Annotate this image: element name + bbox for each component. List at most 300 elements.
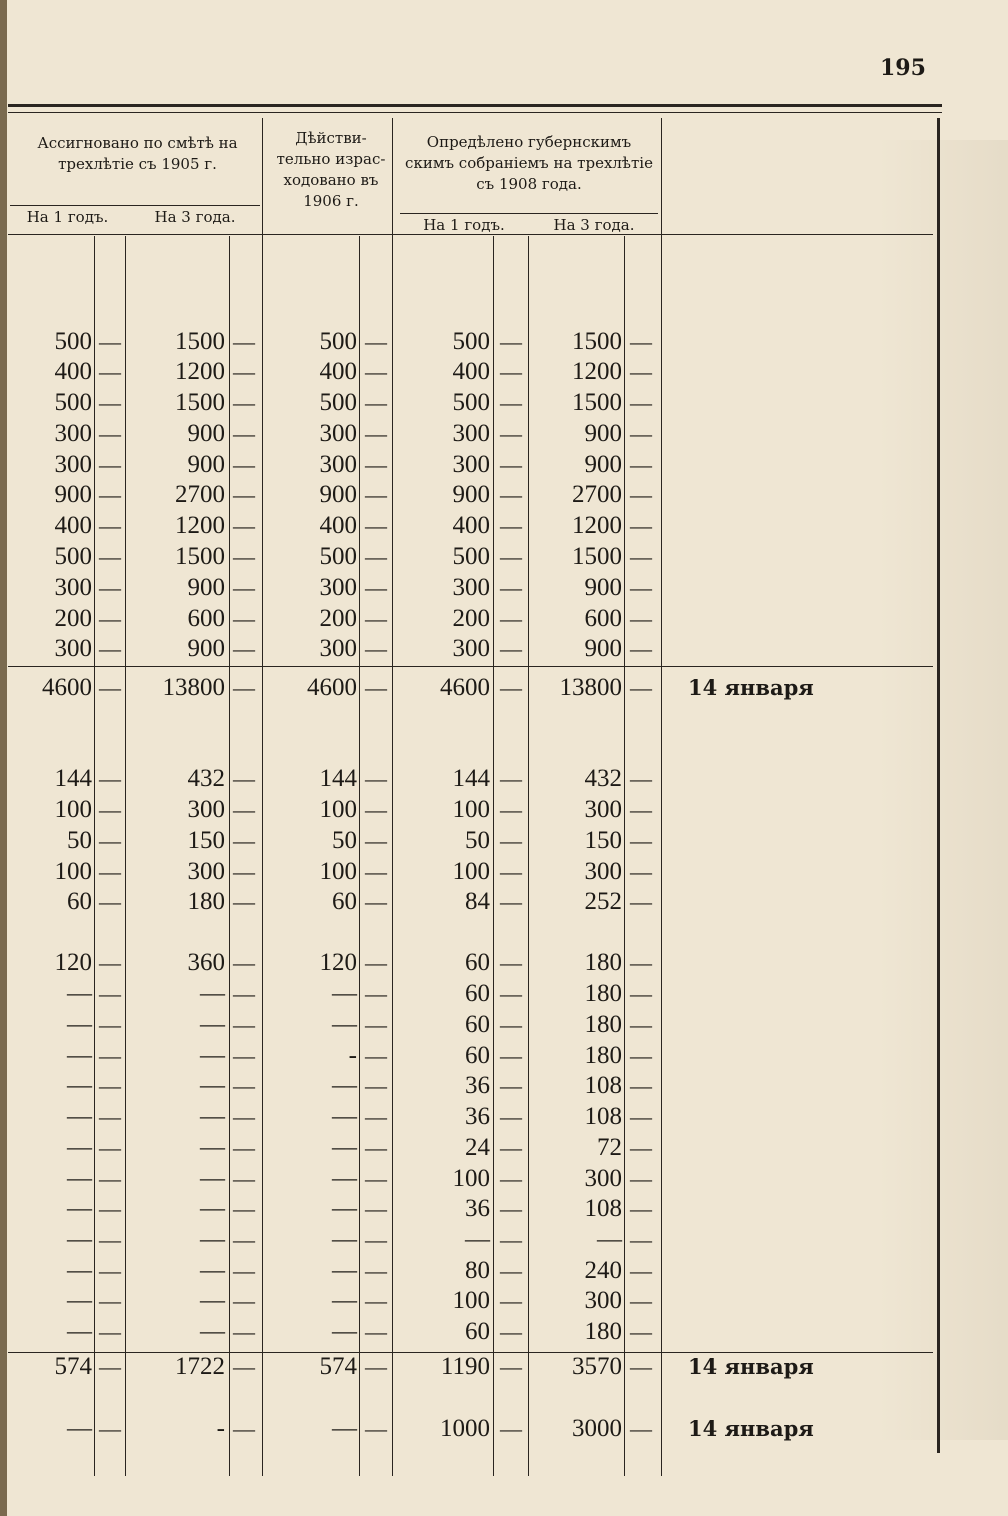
cell-dash-separator: — — [233, 1258, 255, 1283]
cell-dash-separator: — — [99, 1135, 121, 1160]
cell-dash-separator: — — [233, 1288, 255, 1313]
cell-date-note — [688, 1071, 888, 1101]
cell-date-note — [688, 887, 888, 917]
cell-d1: 500 — [452, 389, 490, 416]
table-row — [0, 634, 1008, 664]
cell-dash-separator: — — [630, 950, 652, 975]
cell-d1: 500 — [452, 543, 490, 570]
cell-s: — — [332, 1072, 357, 1099]
cell-d1: 60 — [465, 980, 490, 1007]
cell-date-note — [688, 542, 888, 572]
table-row — [0, 1071, 1008, 1101]
cell-dash-separator: — — [233, 452, 255, 477]
cell-dash-separator: — — [365, 1227, 387, 1252]
cell-a1: — — [67, 1134, 92, 1161]
cell-d3: — — [597, 1226, 622, 1253]
table-row — [0, 1102, 1008, 1132]
table-row — [0, 1317, 1008, 1347]
cell-s: 400 — [319, 358, 357, 385]
cell-dash-separator: — — [630, 575, 652, 600]
cell-a3: 180 — [187, 888, 225, 915]
table-row — [0, 795, 1008, 825]
cell-date-note — [688, 826, 888, 856]
cell-dash-separator: — — [500, 452, 522, 477]
cell-dash-separator: — — [99, 1416, 121, 1441]
cell-d3: 600 — [584, 605, 622, 632]
cell-dash-separator: — — [99, 390, 121, 415]
cell-d3: 150 — [584, 827, 622, 854]
cell-a3: 1722 — [175, 1353, 225, 1380]
cell-a3: 1200 — [175, 358, 225, 385]
cell-s: 500 — [319, 389, 357, 416]
header-spent-1906: Дѣйстви-тельно израс-ходовано въ 1906 г. — [276, 129, 386, 210]
cell-a1: 4600 — [42, 674, 92, 701]
cell-dash-separator: — — [500, 1416, 522, 1441]
cell-d1: 50 — [465, 827, 490, 854]
cell-s: — — [332, 1165, 357, 1192]
cell-dash-separator: — — [99, 513, 121, 538]
cell-dash-separator: — — [500, 1073, 522, 1098]
cell-a1: 120 — [54, 949, 92, 976]
cell-a1: 500 — [54, 389, 92, 416]
cell-date-note — [688, 1225, 888, 1255]
cell-d3: 252 — [584, 888, 622, 915]
cell-dash-separator: — — [630, 359, 652, 384]
cell-dash-separator: — — [365, 1319, 387, 1344]
cell-dash-separator: — — [500, 390, 522, 415]
cell-d1: 300 — [452, 635, 490, 662]
cell-dash-separator: — — [233, 859, 255, 884]
cell-dash-separator: — — [233, 606, 255, 631]
cell-dash-separator: — — [365, 981, 387, 1006]
cell-s: 574 — [319, 1353, 357, 1380]
cell-d1: 36 — [465, 1195, 490, 1222]
cell-dash-separator: — — [500, 1227, 522, 1252]
cell-d1: 84 — [465, 888, 490, 915]
cell-a1: — — [67, 1287, 92, 1314]
cell-dash-separator: — — [233, 1196, 255, 1221]
cell-a1: 574 — [54, 1353, 92, 1380]
cell-dash-separator: — — [233, 797, 255, 822]
cell-s: 300 — [319, 574, 357, 601]
table-row — [0, 573, 1008, 603]
cell-dash-separator: — — [365, 797, 387, 822]
cell-a1: — — [67, 1072, 92, 1099]
cell-a1: — — [67, 1226, 92, 1253]
cell-dash-separator: — — [99, 950, 121, 975]
cell-date-note — [688, 450, 888, 480]
cell-d3: 1500 — [572, 389, 622, 416]
cell-s: — — [332, 1318, 357, 1345]
cell-dash-separator: — — [630, 766, 652, 791]
cell-dash-separator: — — [233, 482, 255, 507]
cell-dash-separator: — — [630, 1288, 652, 1313]
cell-d3: 1500 — [572, 328, 622, 355]
cell-dash-separator: — — [233, 1166, 255, 1191]
cell-a1: 500 — [54, 543, 92, 570]
cell-dash-separator: — — [365, 1043, 387, 1068]
cell-d1: 300 — [452, 574, 490, 601]
cell-d3: 180 — [584, 1318, 622, 1345]
cell-dash-separator: — — [365, 390, 387, 415]
cell-a3: 300 — [187, 796, 225, 823]
cell-dash-separator: — — [365, 452, 387, 477]
cell-dash-separator: — — [99, 482, 121, 507]
cell-date-note — [688, 419, 888, 449]
cell-date-note — [688, 604, 888, 634]
cell-d1: 80 — [465, 1257, 490, 1284]
cell-a3: — — [200, 1011, 225, 1038]
cell-dash-separator: — — [99, 1073, 121, 1098]
cell-date-note — [688, 1164, 888, 1194]
cell-dash-separator: — — [500, 1288, 522, 1313]
cell-dash-separator: — — [630, 329, 652, 354]
cell-dash-separator: — — [233, 575, 255, 600]
cell-dash-separator: — — [500, 1043, 522, 1068]
cell-dash-separator: — — [630, 889, 652, 914]
cell-date-note: 14 января — [688, 1354, 814, 1379]
cell-d1: 400 — [452, 512, 490, 539]
cell-dash-separator: — — [630, 1258, 652, 1283]
cell-dash-separator: — — [365, 675, 387, 700]
cell-s: 300 — [319, 451, 357, 478]
cell-dash-separator: — — [630, 482, 652, 507]
cell-dash-separator: — — [500, 421, 522, 446]
cell-dash-separator: — — [365, 482, 387, 507]
cell-a3: 900 — [187, 420, 225, 447]
table-row — [0, 327, 1008, 357]
cell-a3: 432 — [187, 765, 225, 792]
cell-a1: — — [67, 1195, 92, 1222]
cell-date-note — [688, 1102, 888, 1132]
cell-dash-separator: — — [99, 452, 121, 477]
cell-dash-separator: — — [365, 889, 387, 914]
cell-dash-separator: — — [365, 1288, 387, 1313]
cell-date-note — [688, 480, 888, 510]
cell-dash-separator: — — [500, 1258, 522, 1283]
cell-a3: — — [200, 980, 225, 1007]
cell-d1: 60 — [465, 1042, 490, 1069]
cell-d1: 60 — [465, 1318, 490, 1345]
cell-d1: 200 — [452, 605, 490, 632]
cell-dash-separator: — — [365, 575, 387, 600]
cell-dash-separator: — — [500, 606, 522, 631]
cell-s: 120 — [319, 949, 357, 976]
cell-dash-separator: — — [630, 859, 652, 884]
cell-a3: 1500 — [175, 328, 225, 355]
cell-dash-separator: — — [630, 828, 652, 853]
table-row — [0, 419, 1008, 449]
cell-dash-separator: — — [500, 513, 522, 538]
cell-date-note: 14 января — [688, 675, 814, 700]
cell-a1: — — [67, 1415, 92, 1442]
cell-d3: 2700 — [572, 481, 622, 508]
table-row — [0, 1164, 1008, 1194]
cell-d3: 13800 — [559, 674, 622, 701]
cell-dash-separator: — — [500, 1166, 522, 1191]
cell-d1: — — [465, 1226, 490, 1253]
cell-date-note — [688, 327, 888, 357]
cell-dash-separator: — — [365, 828, 387, 853]
cell-dash-separator: — — [99, 675, 121, 700]
cell-d3: 180 — [584, 1011, 622, 1038]
cell-s: 400 — [319, 512, 357, 539]
page-number: 195 — [880, 55, 926, 81]
cell-dash-separator: — — [500, 797, 522, 822]
cell-dash-separator: — — [630, 390, 652, 415]
cell-a3: 900 — [187, 574, 225, 601]
cell-a3: 1500 — [175, 389, 225, 416]
cell-d1: 300 — [452, 451, 490, 478]
cell-a1: 100 — [54, 796, 92, 823]
cell-s: 50 — [332, 827, 357, 854]
cell-a3: 150 — [187, 827, 225, 854]
cell-d1: 60 — [465, 1011, 490, 1038]
cell-date-note — [688, 1286, 888, 1316]
cell-a3: 600 — [187, 605, 225, 632]
cell-dash-separator: — — [500, 544, 522, 569]
cell-dash-separator: — — [365, 329, 387, 354]
cell-dash-separator: — — [365, 1354, 387, 1379]
cell-s: — — [332, 980, 357, 1007]
cell-d3: 900 — [584, 451, 622, 478]
cell-dash-separator: — — [99, 1104, 121, 1129]
cell-dash-separator: — — [365, 1135, 387, 1160]
cell-dash-separator: — — [99, 544, 121, 569]
cell-dash-separator: — — [233, 1104, 255, 1129]
cell-dash-separator: — — [365, 1073, 387, 1098]
cell-dash-separator: — — [630, 1354, 652, 1379]
header-determined-1908: Опредѣлено губернскимъ скимъ собраніемъ на трехлѣтіе съ 1908 года. — [405, 133, 653, 193]
cell-d3: 900 — [584, 635, 622, 662]
cell-dash-separator: — — [99, 329, 121, 354]
cell-a1: — — [67, 1165, 92, 1192]
cell-dash-separator: — — [233, 1354, 255, 1379]
cell-dash-separator: — — [500, 1104, 522, 1129]
cell-dash-separator: — — [365, 859, 387, 884]
cell-dash-separator: — — [233, 1135, 255, 1160]
cell-a3: — — [200, 1072, 225, 1099]
cell-date-note — [688, 1256, 888, 1286]
cell-a3: 300 — [187, 858, 225, 885]
cell-date-note — [688, 1041, 888, 1071]
cell-dash-separator: — — [630, 1073, 652, 1098]
cell-a1: 400 — [54, 512, 92, 539]
cell-dash-separator: — — [500, 766, 522, 791]
cell-dash-separator: — — [500, 675, 522, 700]
cell-a1: 500 — [54, 328, 92, 355]
table-row — [0, 1286, 1008, 1316]
cell-d1: 100 — [452, 796, 490, 823]
cell-a3: 2700 — [175, 481, 225, 508]
cell-dash-separator: — — [233, 1012, 255, 1037]
cell-d3: 108 — [584, 1103, 622, 1130]
cell-a3: — — [200, 1226, 225, 1253]
cell-dash-separator: — — [500, 482, 522, 507]
cell-s: 100 — [319, 796, 357, 823]
cell-a3: 13800 — [162, 674, 225, 701]
cell-d1: 900 — [452, 481, 490, 508]
cell-date-note — [688, 357, 888, 387]
cell-d3: 108 — [584, 1195, 622, 1222]
cell-d1: 100 — [452, 1165, 490, 1192]
cell-a1: — — [67, 1318, 92, 1345]
cell-dash-separator: — — [365, 606, 387, 631]
cell-dash-separator: — — [630, 1196, 652, 1221]
cell-dash-separator: — — [99, 1319, 121, 1344]
cell-dash-separator: — — [233, 390, 255, 415]
cell-a1: — — [67, 980, 92, 1007]
cell-dash-separator: — — [233, 950, 255, 975]
cell-dash-separator: — — [630, 1043, 652, 1068]
table-row — [0, 480, 1008, 510]
table-row — [0, 1010, 1008, 1040]
cell-dash-separator: — — [630, 1416, 652, 1441]
cell-dash-separator: — — [500, 636, 522, 661]
table-row — [0, 1041, 1008, 1071]
cell-dash-separator: — — [630, 797, 652, 822]
cell-s: 4600 — [307, 674, 357, 701]
cell-dash-separator: — — [99, 1166, 121, 1191]
cell-s: — — [332, 1011, 357, 1038]
cell-a3: — — [200, 1318, 225, 1345]
table-row — [0, 857, 1008, 887]
cell-s: 900 — [319, 481, 357, 508]
cell-dash-separator: — — [233, 889, 255, 914]
table-row — [0, 357, 1008, 387]
cell-dash-separator: — — [99, 1258, 121, 1283]
table-row — [0, 826, 1008, 856]
cell-dash-separator: — — [630, 421, 652, 446]
cell-dash-separator: — — [500, 329, 522, 354]
cell-a3: — — [200, 1287, 225, 1314]
cell-date-note — [688, 979, 888, 1009]
cell-a3: - — [216, 1415, 225, 1442]
cell-s: — — [332, 1287, 357, 1314]
cell-date-note — [688, 857, 888, 887]
cell-dash-separator: — — [630, 544, 652, 569]
cell-s: 500 — [319, 328, 357, 355]
cell-s: 300 — [319, 420, 357, 447]
cell-a1: 200 — [54, 605, 92, 632]
cell-d1: 60 — [465, 949, 490, 976]
cell-a1: 900 — [54, 481, 92, 508]
cell-dash-separator: — — [233, 359, 255, 384]
cell-a3: — — [200, 1134, 225, 1161]
cell-date-note — [688, 948, 888, 978]
cell-dash-separator: — — [99, 1012, 121, 1037]
table-row — [0, 887, 1008, 917]
cell-dash-separator: — — [365, 1012, 387, 1037]
cell-dash-separator: — — [99, 1227, 121, 1252]
cell-d1: 24 — [465, 1134, 490, 1161]
cell-d1: 400 — [452, 358, 490, 385]
cell-a1: 300 — [54, 420, 92, 447]
table-row — [0, 604, 1008, 634]
cell-s: 500 — [319, 543, 357, 570]
table-row — [0, 450, 1008, 480]
cell-d3: 72 — [597, 1134, 622, 1161]
cell-dash-separator: — — [500, 950, 522, 975]
cell-d3: 3570 — [572, 1353, 622, 1380]
table-row — [0, 979, 1008, 1009]
cell-dash-separator: — — [365, 1166, 387, 1191]
cell-a3: — — [200, 1257, 225, 1284]
cell-date-note — [688, 795, 888, 825]
cell-d1: 36 — [465, 1072, 490, 1099]
cell-a1: 300 — [54, 574, 92, 601]
subheader-assigned-1-year: На 1 годъ. — [26, 208, 109, 226]
cell-date-note — [688, 1317, 888, 1347]
cell-dash-separator: — — [630, 981, 652, 1006]
cell-dash-separator: — — [500, 575, 522, 600]
cell-s: — — [332, 1257, 357, 1284]
cell-dash-separator: — — [99, 889, 121, 914]
cell-dash-separator: — — [630, 452, 652, 477]
cell-dash-separator: — — [99, 1288, 121, 1313]
cell-dash-separator: — — [365, 513, 387, 538]
cell-a1: — — [67, 1257, 92, 1284]
cell-d3: 108 — [584, 1072, 622, 1099]
cell-dash-separator: — — [630, 1227, 652, 1252]
cell-dash-separator: — — [99, 359, 121, 384]
cell-d3: 300 — [584, 796, 622, 823]
cell-a3: 360 — [187, 949, 225, 976]
cell-dash-separator: — — [233, 1416, 255, 1441]
cell-dash-separator: — — [630, 675, 652, 700]
cell-dash-separator: — — [500, 1196, 522, 1221]
cell-d3: 180 — [584, 949, 622, 976]
cell-dash-separator: — — [365, 1258, 387, 1283]
cell-dash-separator: — — [233, 1319, 255, 1344]
cell-dash-separator: — — [99, 797, 121, 822]
cell-d3: 1500 — [572, 543, 622, 570]
table-row — [0, 511, 1008, 541]
cell-a3: — — [200, 1042, 225, 1069]
cell-dash-separator: — — [630, 1166, 652, 1191]
cell-dash-separator: — — [233, 421, 255, 446]
cell-dash-separator: — — [365, 421, 387, 446]
cell-a3: 1500 — [175, 543, 225, 570]
cell-dash-separator: — — [233, 766, 255, 791]
cell-dash-separator: — — [233, 675, 255, 700]
cell-dash-separator: — — [233, 1073, 255, 1098]
cell-a1: 300 — [54, 635, 92, 662]
cell-dash-separator: — — [365, 1416, 387, 1441]
cell-s: — — [332, 1195, 357, 1222]
cell-a1: 144 — [54, 765, 92, 792]
cell-d1: 4600 — [440, 674, 490, 701]
cell-dash-separator: — — [500, 1135, 522, 1160]
cell-dash-separator: — — [630, 1135, 652, 1160]
cell-dash-separator: — — [500, 1354, 522, 1379]
cell-dash-separator: — — [99, 1196, 121, 1221]
cell-d3: 3000 — [572, 1415, 622, 1442]
cell-dash-separator: — — [233, 1043, 255, 1068]
cell-dash-separator: — — [365, 359, 387, 384]
cell-d1: 36 — [465, 1103, 490, 1130]
table-row — [0, 1414, 1008, 1444]
cell-dash-separator: — — [500, 359, 522, 384]
cell-a1: — — [67, 1042, 92, 1069]
cell-a3: 1200 — [175, 512, 225, 539]
cell-s: — — [332, 1415, 357, 1442]
cell-dash-separator: — — [99, 1043, 121, 1068]
cell-date-note: 14 января — [688, 1416, 814, 1441]
table-row — [0, 764, 1008, 794]
cell-dash-separator: — — [99, 575, 121, 600]
table-row — [0, 542, 1008, 572]
